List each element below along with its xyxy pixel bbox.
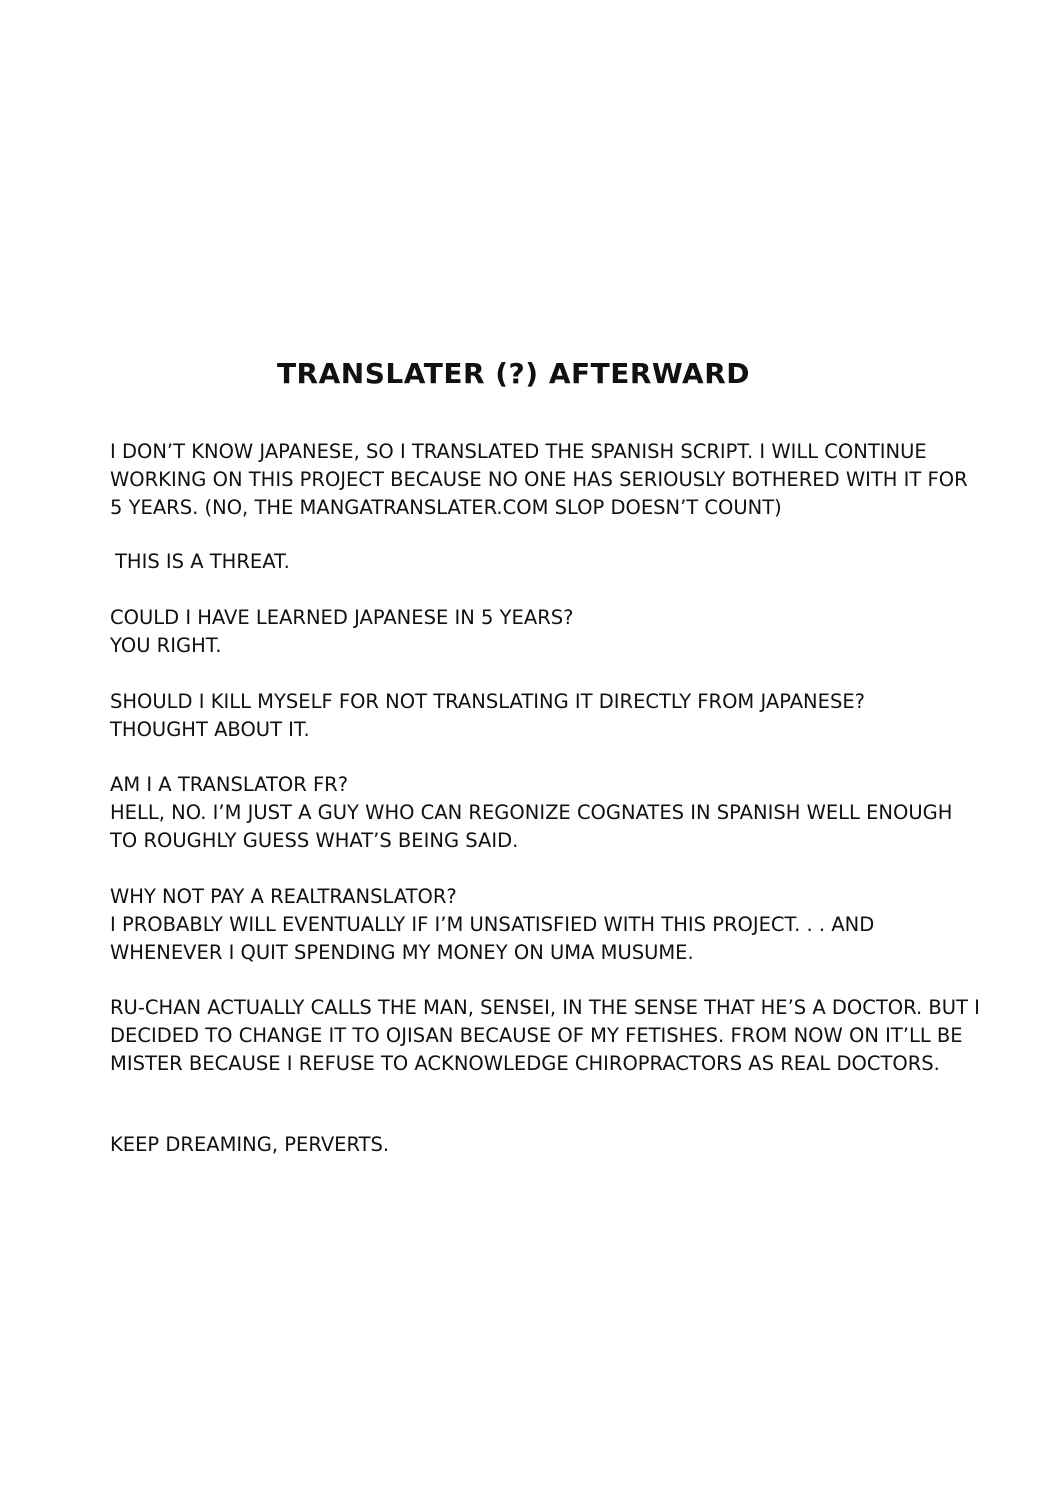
- paragraph-sign-off: KEEP DREAMING, PERVERTS.: [110, 1133, 390, 1156]
- paragraph-real-translator: WHY NOT PAY A REALTRANSLATOR? I PROBABLY WILL EVENTUALLY IF I’M UNSATISFIED WITH THIS PROJECT. . . AND WHENEVER I QUIT SPENDING MY MONEY ON UMA MUSUME.: [110, 885, 875, 964]
- paragraph-threat: THIS IS A THREAT.: [115, 550, 290, 573]
- paragraph-translating-directly: SHOULD I KILL MYSELF FOR NOT TRANSLATING IT DIRECTLY FROM JAPANESE? THOUGHT ABOUT IT.: [110, 690, 865, 741]
- paragraph-sensei-note: RU-CHAN ACTUALLY CALLS THE MAN, SENSEI, IN THE SENSE THAT HE’S A DOCTOR. BUT I DECIDED TO CHANGE IT TO OJISAN BECAUSE OF MY FETISHES. FROM NOW ON IT’LL BE MISTER BECAUSE I REFUSE TO ACKNOWLEDGE CHIROPRACTORS AS REAL DOCTORS.: [110, 996, 980, 1075]
- paragraph-learned-japanese: COULD I HAVE LEARNED JAPANESE IN 5 YEARS? YOU RIGHT.: [110, 606, 574, 657]
- paragraph-translator-fr: AM I A TRANSLATOR FR? HELL, NO. I’M JUST A GUY WHO CAN REGONIZE COGNATES IN SPANISH WELL ENOUGH TO ROUGHLY GUESS WHAT’S BEING SAID.: [110, 773, 953, 852]
- paragraph-translation-note: I DON’T KNOW JAPANESE, SO I TRANSLATED THE SPANISH SCRIPT. I WILL CONTINUE WORKING ON THIS PROJECT BECAUSE NO ONE HAS SERIOUSLY BOTHERED WITH IT FOR 5 YEARS. (NO, THE MANGATRANSLATER.COM SLOP DOESN’T COUNT): [110, 440, 968, 519]
- page-title: TRANSLATER (?) AFTERWARD: [276, 356, 751, 390]
